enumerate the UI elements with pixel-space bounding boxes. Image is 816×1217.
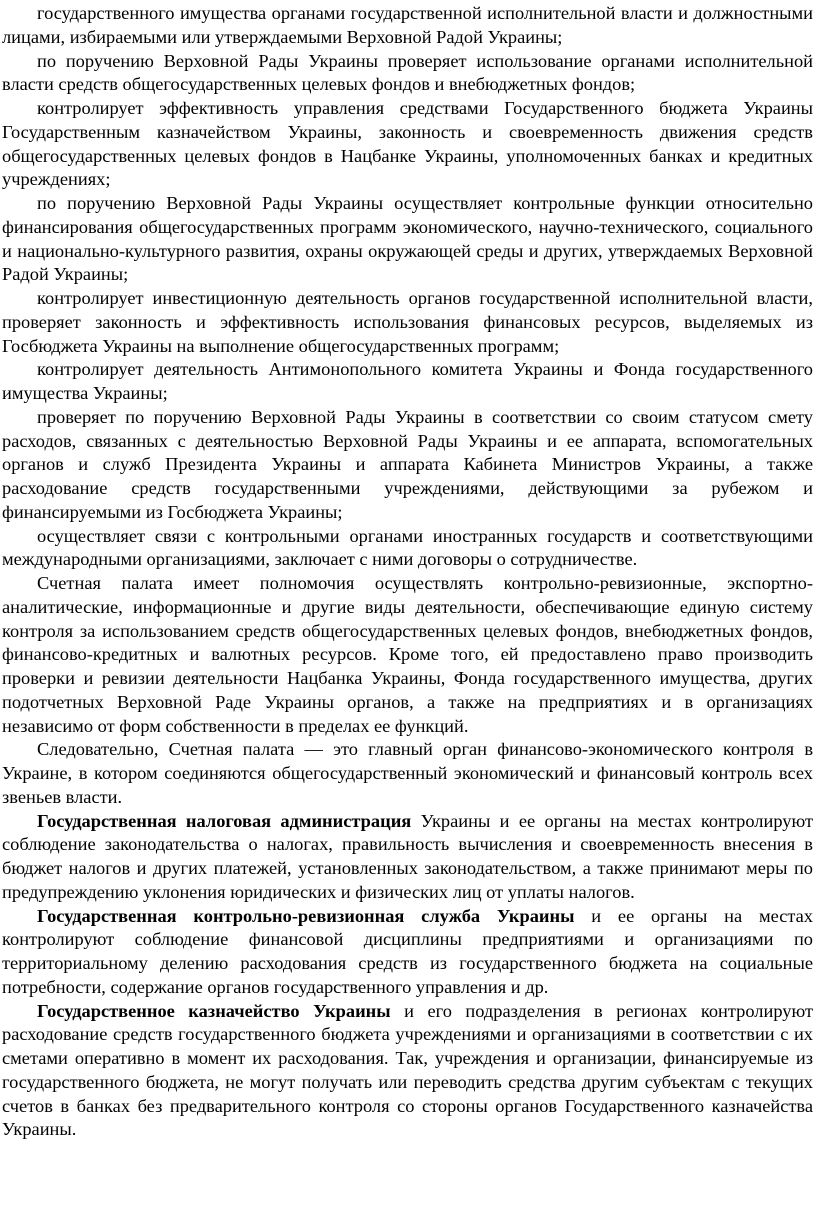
paragraph: [2, 192, 813, 287]
paragraph: [2, 287, 813, 358]
paragraph-text: Следовательно, Счетная палата — это главный орган финансово-экономического контроля в Украине, в котором соединяются общегосударственный экономический и финансовый контроль всех звеньев власти.: [2, 739, 813, 807]
paragraph-text: осуществляет связи с контрольными органами иностранных государств и соответствующими международными организациями, заключает с ними договоры о сотрудничестве.: [2, 525, 813, 570]
paragraph-text: контролирует эффективность управления средствами Государственного бюджета Украины Государственным казначейством Украины, законность и своевременность движения средств общегосударственных целевых фондов в Нацбанке Украины, уполномоченных банках и кредитных учреждениях;: [2, 98, 813, 190]
paragraph: [2, 358, 813, 406]
paragraph: [2, 525, 813, 573]
paragraph-text: контролирует инвестиционную деятельность органов государственной исполнительной власти, проверяет законность и эффективность использования финансовых ресурсов, выделяемых из Госбюджета Украины на выполнение общегосударственных программ;: [2, 288, 813, 356]
paragraph-text: Счетная палата имеет полномочия осуществлять контрольно-ревизионные, экспортно-аналитические, информационные и другие виды деятельности, обеспечивающие единую систему контроля за использованием средств общегосударственных целевых фондов, внебюджетных фондов, финансово-кредитных и валютных ресурсов. Кроме того, ей предоставлено право производить проверки и ревизии деятельности Нацбанка Украины, Фонда государственного имущества, других подотчетных Верховной Раде Украины органов, а также на предприятиях и в организациях независимо от форм собственности в пределах ее функций.: [2, 573, 813, 736]
paragraph-text: по поручению Верховной Рады Украины осуществляет контрольные функции относительно финансирования общегосударственных программ экономического, научно-технического, социального и национально-культурного развития, охраны окружающей среды и других, утверждаемых Верховной Радой Украины;: [2, 193, 813, 285]
paragraph-text: контролирует деятельность Антимонопольного комитета Украины и Фонда государственного имущества Украины;: [2, 359, 813, 403]
paragraph: [2, 810, 813, 905]
paragraph: [2, 738, 813, 809]
paragraph-term: Государственная контрольно-ревизионная служба Украины: [37, 905, 575, 926]
paragraph-term: Государственная налоговая администрация: [37, 810, 412, 831]
paragraph-term: Государственное казначейство Украины: [37, 1000, 391, 1021]
paragraph-text: и ее органы на местах контролируют соблюдение финансовой дисциплины предприятиями и организациями по территориальному делению расходования средств из государственного бюджета на социальные потребности, содержание органов государственного управления и др.: [2, 905, 813, 997]
paragraph-text: государственного имущества органами государственной исполнительной власти и должностными лицами, избираемыми или утверждаемыми Верховной Радой Украины;: [2, 3, 813, 47]
paragraph-text: и его подразделения в регионах контролируют расходование средств государственного бюджета учреждениями и организациями в соответствии с их сметами оперативно в момент их расходования. Так, учреждения и организации, финансируемые из государственного бюджета, не могут получать или переводить средства другим субъектам с текущих счетов в банках без предварительного контроля со стороны органов Государственного казначейства Украины.: [2, 1000, 814, 1140]
paragraph: [2, 905, 813, 1000]
paragraph: [2, 406, 813, 525]
paragraph: [2, 97, 813, 192]
paragraph: [2, 572, 813, 738]
paragraph-text: по поручению Верховной Рады Украины проверяет использование органами исполнительной власти средств общегосударственных целевых фондов и внебюджетных фондов;: [2, 50, 813, 95]
paragraph-text: проверяет по поручению Верховной Рады Украины в соответствии со своим статусом смету расходов, связанных с деятельностью Верховной Рады Украины и ее аппарата, вспомогательных органов и служб Президента Украины и аппарата Кабинета Министров Украины, а также расходование средств государственными учреждениями, действующими за рубежом и финансируемыми из Госбюджета Украины;: [2, 406, 813, 522]
paragraph: [2, 2, 813, 50]
paragraph: [2, 50, 813, 98]
paragraph-text: Украины и ее органы на местах контролируют соблюдение законодательства о налогах, правильность вычисления и своевременность внесения в бюджет налогов и других платежей, установленных законодательством, а также принимают меры по предупреждению уклонения юридических и физических лиц от уплаты налогов.: [2, 810, 814, 902]
paragraph: [2, 1000, 813, 1143]
